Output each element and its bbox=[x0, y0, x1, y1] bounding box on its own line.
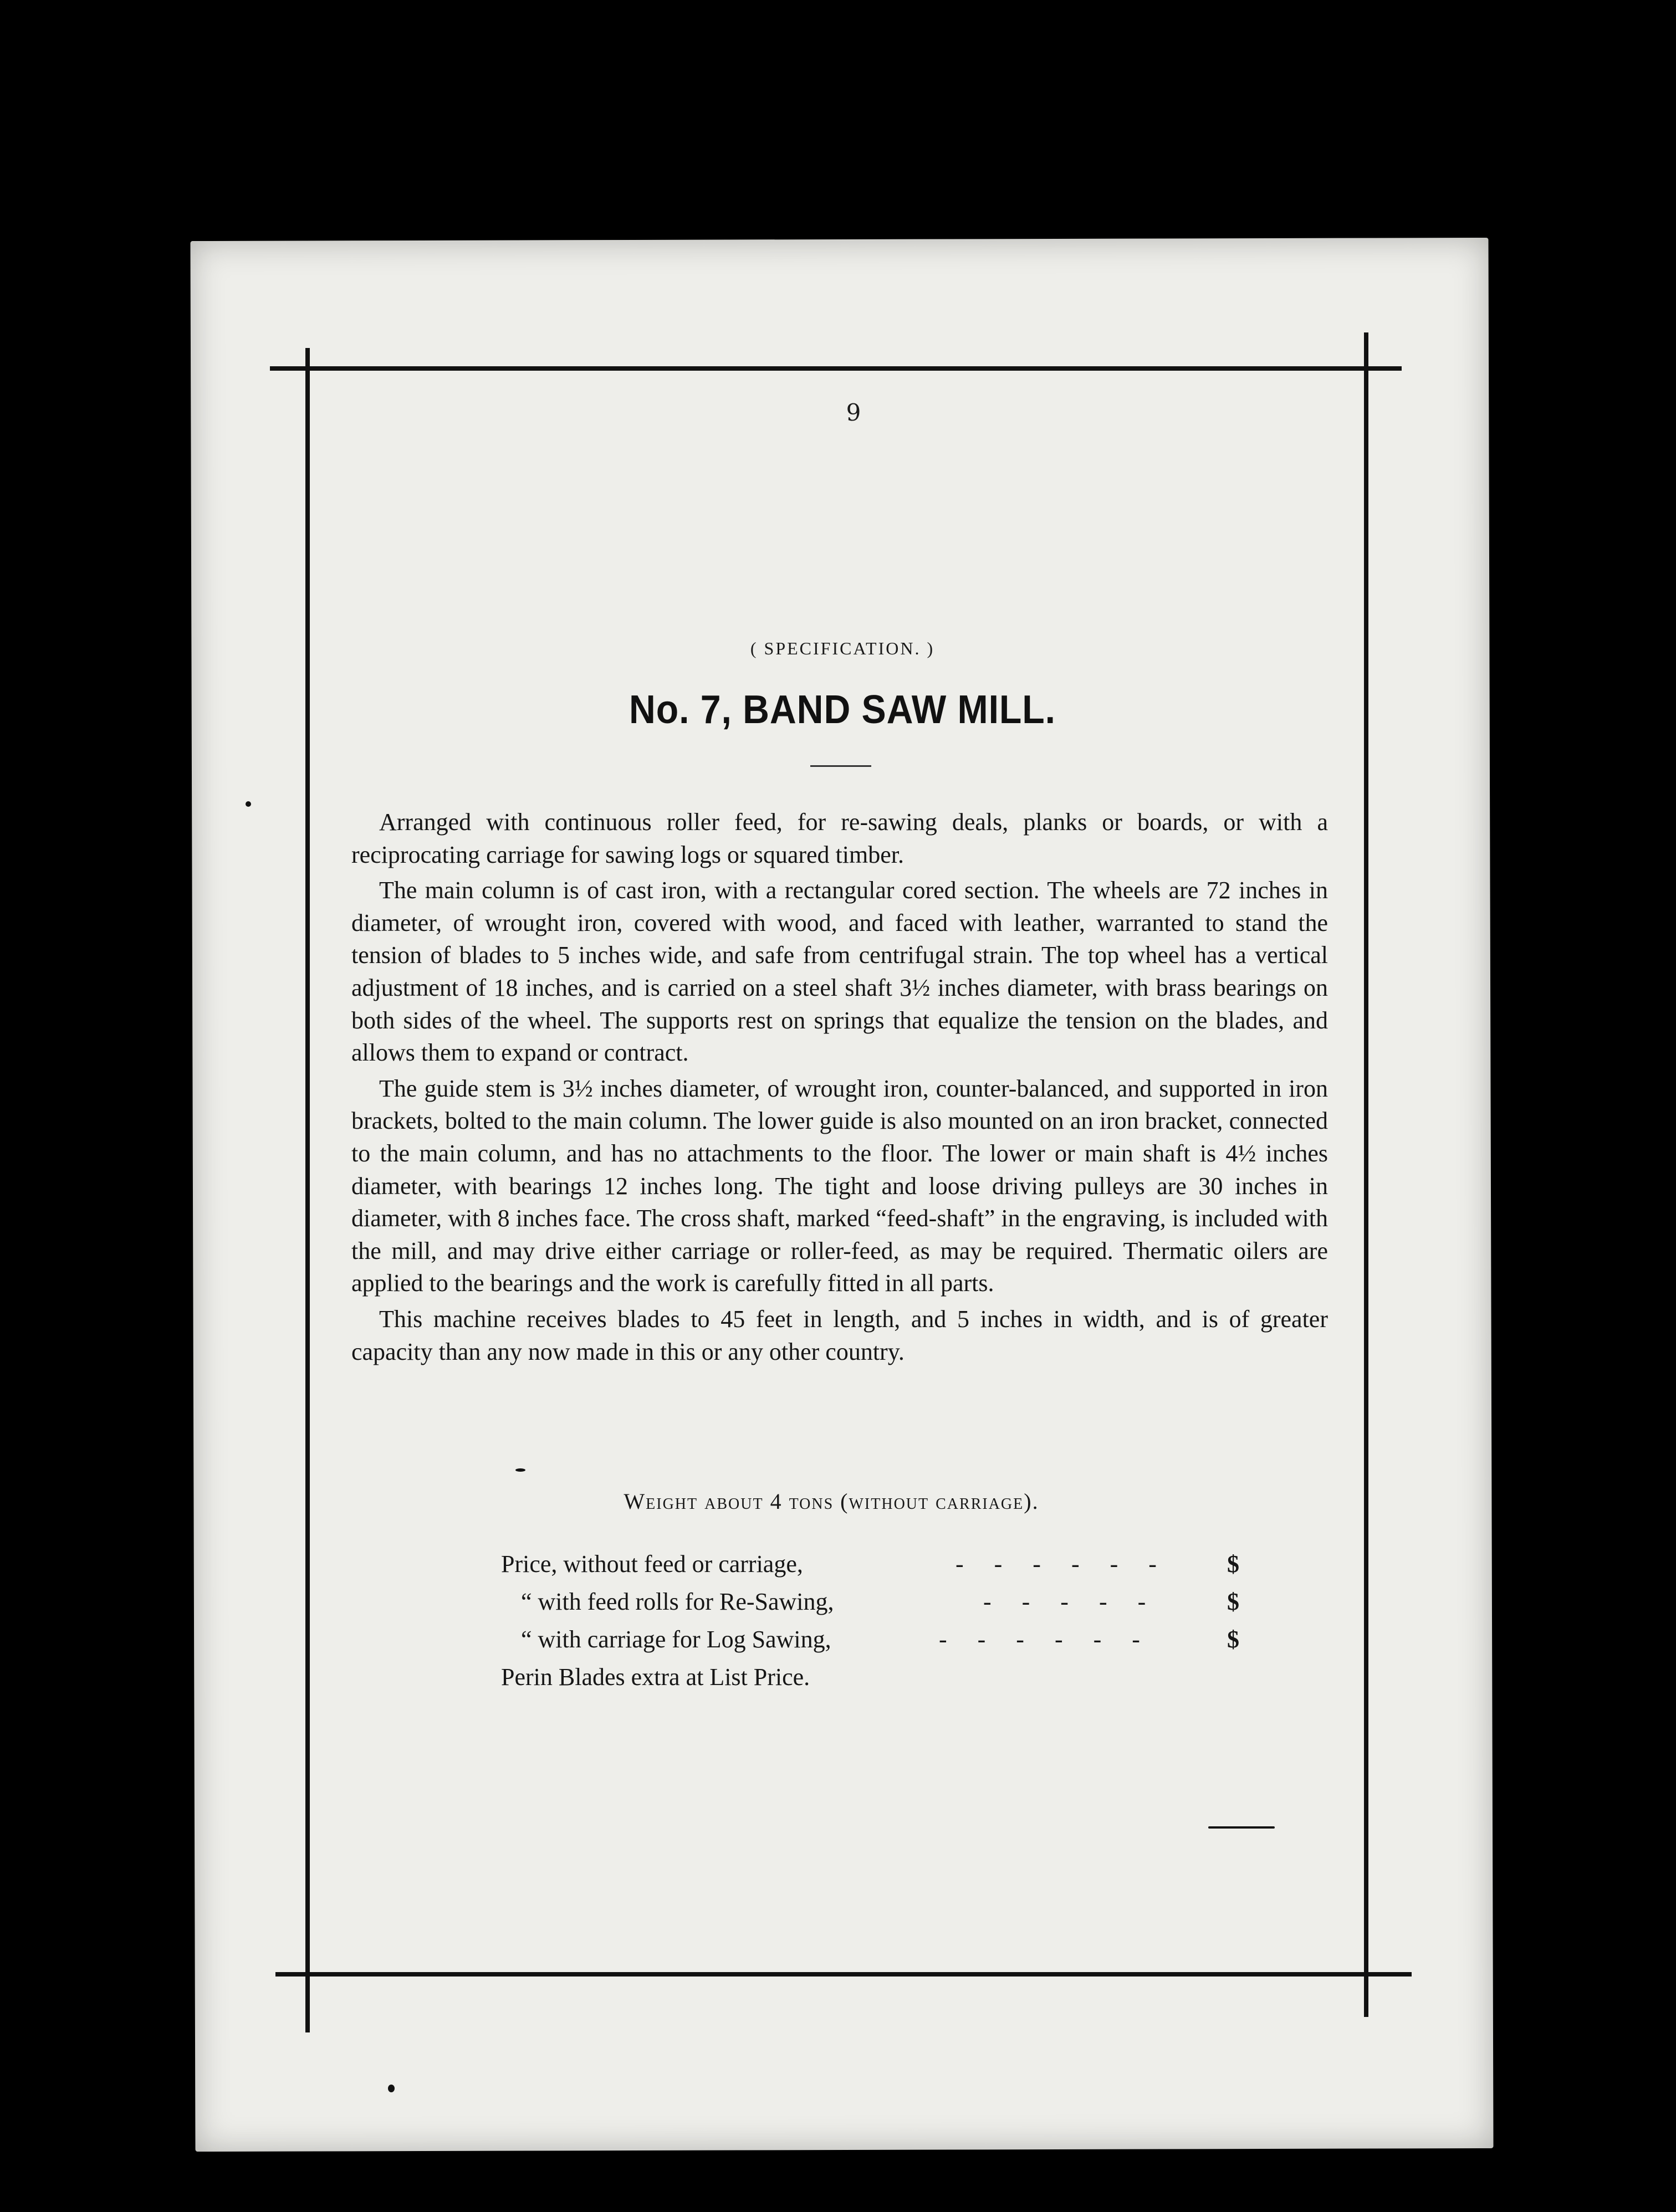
price-currency: $ bbox=[1227, 1550, 1239, 1578]
price-row bbox=[501, 1546, 1255, 1584]
paragraph: The main column is of cast iron, with a rectangular cored section. The wheels are 72 inches in diameter, of wrought iron, covered with wood, and faced with leather, warranted to stand the tension of blades to 5 inches wide, and safe from centrifugal strain. The top wheel has a vertical adjustment of 18 inches, and is carried on a steel shaft 3½ inches diameter, with brass bearings on both sides of the wheel. The supports rest on springs that equalize the tension on the blades, and allows them to expand or contract. bbox=[351, 877, 1328, 1067]
price-leaders: - - - - - - bbox=[939, 1626, 1152, 1653]
border-rule-bottom bbox=[275, 1972, 1412, 1977]
scan-mark bbox=[1208, 1826, 1275, 1829]
price-currency: $ bbox=[1227, 1588, 1239, 1615]
price-note-row bbox=[501, 1659, 1255, 1697]
body-text bbox=[351, 806, 1328, 1371]
price-note: Perin Blades extra at List Price. bbox=[501, 1663, 810, 1691]
page-number: 9 bbox=[846, 399, 861, 426]
scan-speck bbox=[388, 2085, 395, 2092]
border-rule-top bbox=[270, 366, 1402, 371]
scan-speck bbox=[515, 1468, 525, 1472]
weight-text: Weight about 4 tons (without carriage). bbox=[624, 1489, 1039, 1514]
specification-label: ( SPECIFICATION. ) bbox=[750, 638, 935, 658]
price-label: “ with carriage for Log Sawing, bbox=[521, 1626, 831, 1653]
paragraph: The guide stem is 3½ inches diameter, of wrought iron, counter-balanced, and supported in iron brackets, bolted to the main column. The lower guide is also mounted on an iron bracket, connected to the main column, and has no attachments to the floor. The lower or main shaft is 4½ inches diameter, with bearings 12 inches long. The tight and loose driving pulleys are 30 inches in diameter, with 8 inches face. The cross shaft, marked “feed-shaft” in the engraving, is included with the mill, and may drive either carriage or roller-feed, as may be required. Thermatic oilers are applied to the bearings and the work is carefully fitted in all parts. bbox=[351, 1074, 1328, 1297]
price-leaders: - - - - - - bbox=[955, 1550, 1169, 1578]
scan-speck bbox=[246, 801, 251, 807]
price-currency: $ bbox=[1227, 1626, 1239, 1653]
border-rule-right bbox=[1364, 332, 1368, 2017]
border-rule-left bbox=[305, 348, 310, 2032]
paragraph: This machine receives blades to 45 feet in length, and 5 inches in width, and is of greater capacity than any now made in this or any other country. bbox=[351, 1305, 1328, 1365]
page-title: No. 7, BAND SAW MILL. bbox=[628, 688, 1056, 732]
paragraph: Arranged with continuous roller feed, for re-sawing deals, planks or boards, or with a reciprocating carriage for sawing logs or squared timber. bbox=[351, 808, 1328, 868]
price-label: Price, without feed or carriage, bbox=[501, 1550, 803, 1578]
title-divider bbox=[810, 765, 871, 767]
price-list bbox=[501, 1546, 1255, 1697]
price-row bbox=[501, 1584, 1255, 1621]
price-label: “ with feed rolls for Re-Sawing, bbox=[521, 1588, 834, 1615]
price-leaders: - - - - - bbox=[983, 1588, 1158, 1615]
weight-line bbox=[499, 1488, 1164, 1514]
price-row bbox=[501, 1621, 1255, 1659]
